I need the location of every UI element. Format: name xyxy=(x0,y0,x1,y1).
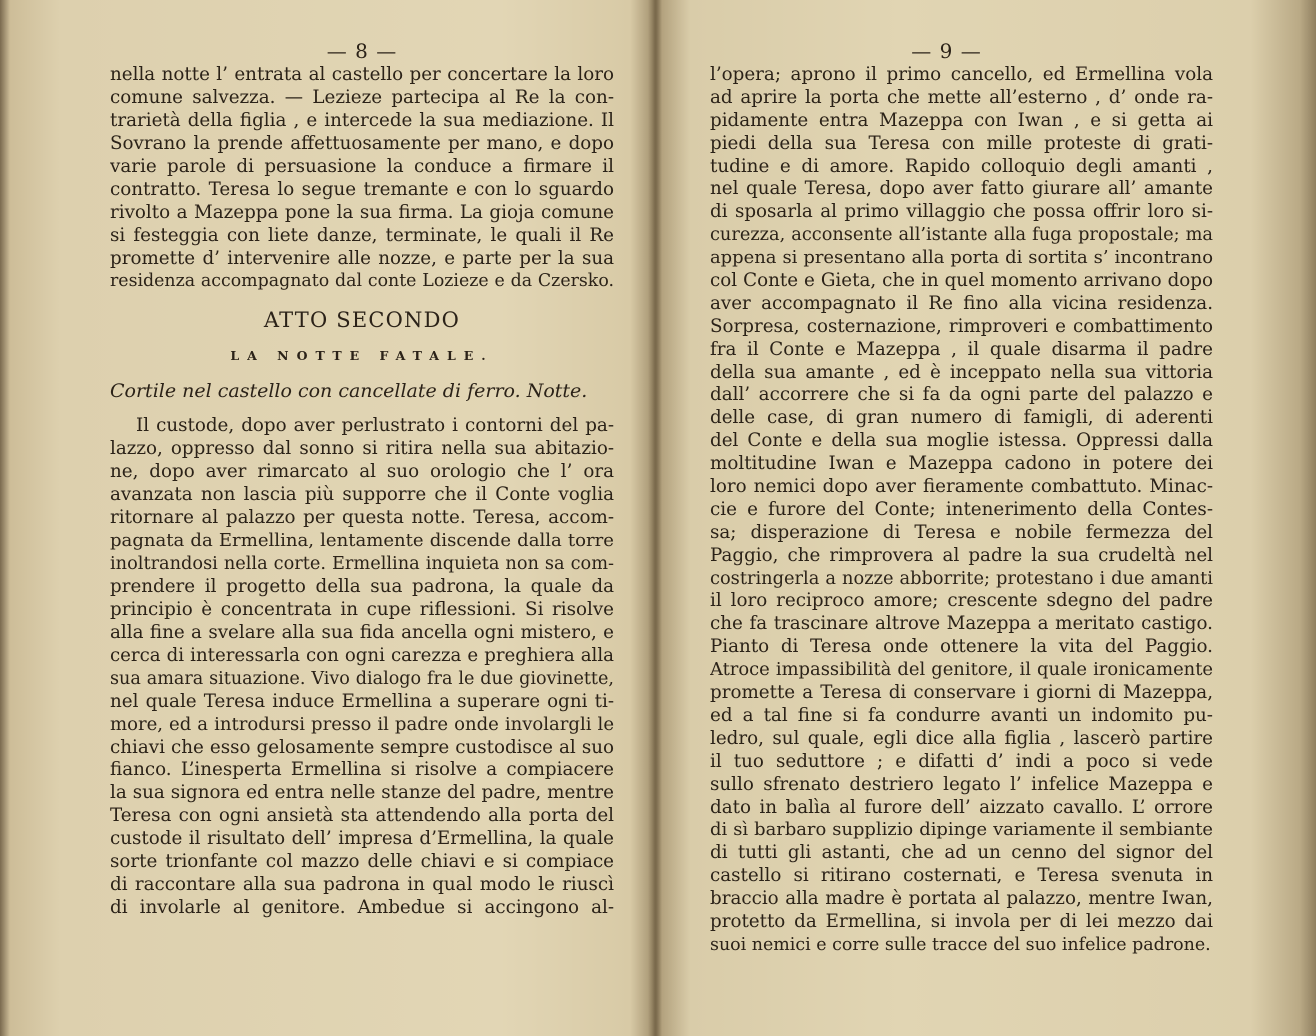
left-page xyxy=(110,38,614,920)
text-line: di sposarla al primo villaggio che possa offrir loro si- xyxy=(710,201,1213,223)
text-line: che fa trascinare altrove Mazeppa a meritato castigo. xyxy=(710,613,1213,635)
text-line: braccio alla madre è portata al palazzo, mentre Iwan, xyxy=(710,888,1213,910)
text-line: principio è concentrata in cupe riflessioni. Si risolve xyxy=(110,598,614,620)
text-line: piedi della sua Teresa con mille proteste di grati- xyxy=(710,132,1213,154)
text-line: fianco. L’inesperta Ermellina si risolve a compiacere xyxy=(110,759,614,781)
text-line: moltitudine Iwan e Mazeppa cadono in potere dei xyxy=(710,453,1213,475)
text-line: prendere il progetto della sua padrona, la quale da xyxy=(110,575,614,597)
text-line: sua amara situazione. Vivo dialogo fra le due giovinette, xyxy=(110,668,614,689)
text-line: ne, dopo aver rimarcato al suo orologio che l’ ora xyxy=(110,461,614,483)
text-line: Atroce impassibilità del genitore, il quale ironicamente xyxy=(710,659,1213,681)
text-line: ed a tal fine si fa condurre avanti un indomito pu- xyxy=(710,704,1213,726)
right-page xyxy=(710,38,1213,957)
text-line: col Conte e Gieta, che in quel momento arrivano dopo xyxy=(710,270,1213,292)
text-line: castello si ritirano costernati, e Teresa svenuta in xyxy=(710,865,1213,887)
text-line: cerca di interessarla con ogni carezza e preghiera alla xyxy=(110,644,614,666)
text-line: sullo sfrenato destriero legato l’ infelice Mazeppa e xyxy=(710,773,1213,795)
text-line: protetto da Ermellina, si invola per di lei mezzo dai xyxy=(710,910,1213,932)
page-number: — 9 — xyxy=(911,39,982,63)
text-line: pagnata da Ermellina, lentamente discende dalla torre xyxy=(110,530,614,552)
text-line: Sorpresa, costernazione, rimproveri e combattimento xyxy=(710,315,1213,337)
text-line: di raccontare alla sua padrona in qual modo le riuscì xyxy=(110,874,614,896)
text-line: comune salvezza. — Lezieze partecipa al Re la con- xyxy=(110,86,614,108)
book-spine xyxy=(648,0,662,1036)
text-line: dall’ accorrere che si fa da ogni parte del palazzo e xyxy=(710,384,1213,406)
text-line: nel quale Teresa induce Ermellina a superare ogni ti- xyxy=(110,690,614,712)
text-line: Pianto di Teresa onde ottenere la vita del Paggio. xyxy=(710,636,1213,658)
text-line: trarietà della figlia , e intercede la sua mediazione. Il xyxy=(110,109,614,131)
text-line: avanzata non lascia più supporre che il Conte voglia xyxy=(110,484,614,506)
text-line: della sua amante , ed è inceppato nella sua vittoria xyxy=(710,361,1213,383)
paragraph-top xyxy=(110,64,614,293)
text-line: il tuo seduttore ; e difatti d’ indi a poco si vede xyxy=(710,750,1213,772)
text-line: sa; disperazione di Teresa e nobile fermezza del xyxy=(710,521,1213,543)
text-line: costringerla a nozze abborrite; protestano i due amanti xyxy=(710,567,1213,589)
paragraph-continued xyxy=(710,64,1213,957)
text-line: nel quale Teresa, dopo aver fatto giurare all’ amante xyxy=(710,178,1213,200)
text-line: cie e furore del Conte; intenerimento della Contes- xyxy=(710,498,1213,520)
text-line: dato in balìa al furore dell’ aizzato cavallo. L’ orrore xyxy=(710,796,1213,818)
text-line: inoltrandosi nella corte. Ermellina inquieta non sa com- xyxy=(110,554,614,574)
text-line: promette a Teresa di conservare i giorni di Mazeppa, xyxy=(710,682,1213,704)
text-line: del Conte e della sua moglie istessa. Oppressi dalla xyxy=(710,430,1213,452)
text-line: di involarle al genitore. Ambedue si accingono al- xyxy=(110,897,614,919)
text-line: l’opera; aprono il primo cancello, ed Ermellina vola xyxy=(710,64,1213,85)
text-line: nella notte l’ entrata al castello per concertare la loro xyxy=(110,64,614,85)
paragraph-body xyxy=(110,415,614,920)
text-line: Sovrano la prende affettuosamente per mano, e dopo xyxy=(110,132,614,154)
text-line: loro nemici dopo aver fieramente combattuto. Minac- xyxy=(710,476,1213,498)
text-line: chiavi che esso gelosamente sempre custodisce al suo xyxy=(110,736,614,758)
text-line: tudine e di amore. Rapido colloquio degli amanti , xyxy=(710,155,1213,177)
text-line: varie parole di persuasione la conduce a firmare il xyxy=(110,155,614,177)
text-line: residenza accompagnato dal conte Lozieze e da Czersko. xyxy=(110,271,614,292)
text-line: custode il risultato dell’ impresa d’Ermellina, la quale xyxy=(110,828,614,850)
text-line: sorte trionfante col mazzo delle chiavi e si compiace xyxy=(110,851,614,873)
text-line: il loro reciproco amore; crescente sdegno del padre xyxy=(710,590,1213,612)
act-title: ATTO SECONDO xyxy=(263,308,461,333)
page-number: — 8 — xyxy=(326,39,398,63)
act-subtitle: LA NOTTE FATALE. xyxy=(230,348,494,364)
text-line: pidamente entra Mazeppa con Iwan , e si getta ai xyxy=(710,109,1213,131)
text-line: alla fine a svelare alla sua fida ancella ogni mistero, e xyxy=(110,621,614,643)
text-line: la sua signora ed entra nelle stanze del padre, mentre xyxy=(110,782,614,804)
text-line: more, ed a introdursi presso il padre onde involargli le xyxy=(110,713,614,735)
text-line: rivolto a Mazeppa pone la sua firma. La gioja comune xyxy=(110,201,614,223)
text-line: delle case, di gran numero di famigli, di aderenti xyxy=(710,407,1213,429)
text-line: lazzo, oppresso dal sonno si ritira nella sua abitazio- xyxy=(110,438,614,460)
text-line: appena si presentano alla porta di sortita s’ incontrano xyxy=(710,247,1213,269)
text-line: di sì barbaro supplizio dipinge variamente il sembiante xyxy=(710,819,1213,841)
text-line: contratto. Teresa lo segue tremante e con lo sguardo xyxy=(110,178,614,200)
text-line: aver accompagnato il Re fino alla vicina residenza. xyxy=(710,292,1213,314)
text-line: ritornare al palazzo per questa notte. Teresa, accom- xyxy=(110,507,614,529)
text-line: curezza, acconsente all’istante alla fuga propostale; ma xyxy=(710,225,1213,246)
text-line: promette d’ intervenire alle nozze, e parte per la sua xyxy=(110,247,614,269)
text-line: Il custode, dopo aver perlustrato i contorni del pa- xyxy=(136,415,614,437)
text-line: suoi nemici e corre sulle tracce del suo infelice padrone. xyxy=(710,934,1211,955)
scene-description: Cortile nel castello con cancellate di ferro. Notte. xyxy=(110,380,588,403)
text-line: ad aprire la porta che mette all’esterno , d’ onde ra- xyxy=(710,86,1213,108)
text-line: fra il Conte e Mazeppa , il quale disarma il padre xyxy=(710,338,1213,360)
text-line: Paggio, che rimprovera al padre la sua crudeltà nel xyxy=(710,544,1213,566)
text-line: di tutti gli astanti, che ad un cenno del signor del xyxy=(710,842,1213,864)
text-line: si festeggia con liete danze, terminate, le quali il Re xyxy=(110,224,614,246)
text-line: Teresa con ogni ansietà sta attendendo alla porta del xyxy=(110,805,614,827)
text-line: ledro, sul quale, egli dice alla figlia , lascerò partire xyxy=(710,727,1213,749)
